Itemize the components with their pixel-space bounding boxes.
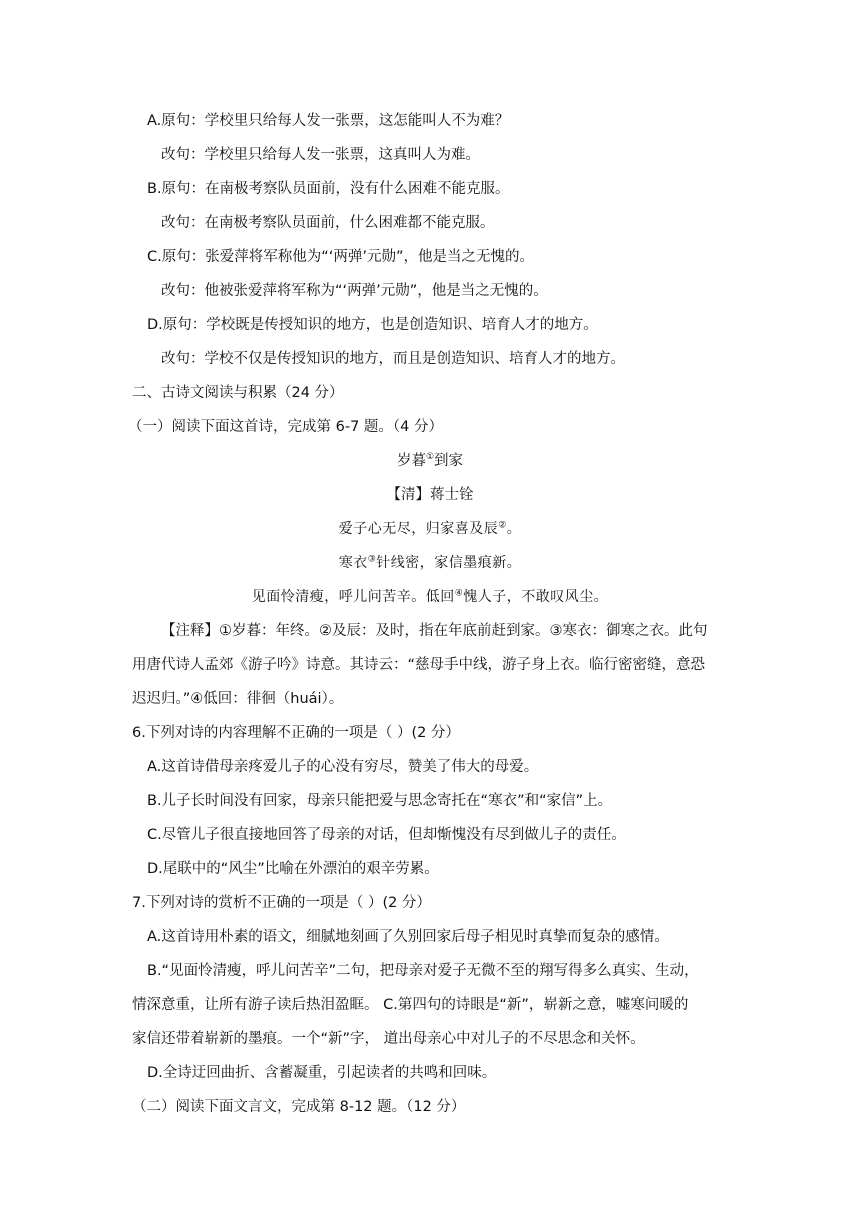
part-one-heading: （一）阅读下面这首诗，完成第 6-7 题。（4 分） (128, 419, 443, 435)
question-7-option-d: D.全诗迂回曲折、含蓄凝重，引起读者的共鸣和回味。 (147, 1065, 497, 1081)
footnote-marker: ③ (367, 554, 377, 565)
option-c-original: C.原句：张爱萍将军称他为“‘两弹’元勋”，他是当之无愧的。 (147, 249, 534, 265)
question-6-option-d: D.尾联中的“风尘”比喻在外漂泊的艰辛劳累。 (147, 861, 439, 877)
section-heading: 二、古诗文阅读与积累（24 分） (132, 385, 344, 401)
poem-line-2: 寒衣③针线密，家信墨痕新。 (338, 554, 522, 571)
option-a-original: A.原句：学校里只给每人发一张票，这怎能叫人不为难？ (147, 113, 510, 129)
question-7-option-b: B.“见面怜清瘦，呼儿问苦辛”二句，把母亲对爱子无微不至的翔写得多么真实、生动， (147, 963, 699, 979)
poem-author: 【清】蒋士铨 (386, 487, 474, 503)
annotation-line-3: 迟迟归。”④低回：徘徊（huái）。 (132, 691, 344, 707)
poem-line-1: 爱子心无尽，归家喜及辰②。 (338, 520, 522, 537)
annotation-line-2: 用唐代诗人孟郊《游子吟》诗意。其诗云：“慈母手中线，游子身上衣。临行密密缝，意恐 (132, 657, 706, 673)
question-7-option-c-cont: 家信还带着崭新的墨痕。一个“新”字， 道出母亲心中对儿子的不尽思念和关怀。 (132, 1031, 645, 1047)
option-d-revised: 改句：学校不仅是传授知识的地方，而且是创造知识、培育人才的地方。 (161, 351, 625, 367)
option-b-revised: 改句：在南极考察队员面前，什么困难都不能克服。 (161, 215, 495, 231)
question-6-option-c: C.尽管儿子很直接地回答了母亲的对话，但却惭愧没有尽到做儿子的责任。 (147, 827, 626, 843)
question-6-option-a: A.这首诗借母亲疼爱儿子的心没有穷尽，赞美了伟大的母爱。 (147, 759, 539, 775)
footnote-marker: ④ (454, 588, 464, 599)
option-d-original: D.原句：学校既是传授知识的地方，也是创造知识、培育人才的地方。 (147, 317, 598, 333)
annotation-line-1: 【注释】①岁暮：年终。②及辰：及时，指在年底前赶到家。③寒衣：御寒之衣。此句 (161, 623, 708, 639)
footnote-marker: ① (425, 452, 435, 463)
option-c-revised: 改句：他被张爱萍将军称为“‘两弹’元勋”，他是当之无愧的。 (161, 283, 548, 299)
footnote-marker: ② (498, 520, 507, 531)
question-7-stem: 7.下列对诗的赏析不正确的一项是（ ）(2 分） (132, 895, 431, 911)
poem-line-3: 见面怜清瘦，呼儿问苦辛。低回④愧人子，不敢叹风尘。 (251, 588, 609, 605)
question-6-option-b: B.儿子长时间没有回家，母亲只能把爱与思念寄托在“寒衣”和“家信”上。 (147, 793, 613, 809)
option-a-revised: 改句：学校里只给每人发一张票，这真叫人为难。 (161, 147, 480, 163)
question-7-option-a: A.这首诗用朴素的语文，细腻地刻画了久别回家后母子相见时真挚而复杂的感情。 (147, 929, 669, 945)
part-two-heading: （二）阅读下面文言文，完成第 8-12 题。（12 分） (132, 1099, 466, 1115)
poem-title: 岁暮①到家 (396, 452, 464, 469)
option-b-original: B.原句：在南极考察队员面前，没有什么困难不能克服。 (147, 181, 510, 197)
question-7-option-b-cont: 情深意重，让所有游子读后热泪盈眶。 C.第四句的诗眼是“新”，崭新之意，嘘寒问暖的 (132, 997, 689, 1013)
question-6-stem: 6.下列对诗的内容理解不正确的一项是（ ）(2 分） (132, 725, 460, 741)
